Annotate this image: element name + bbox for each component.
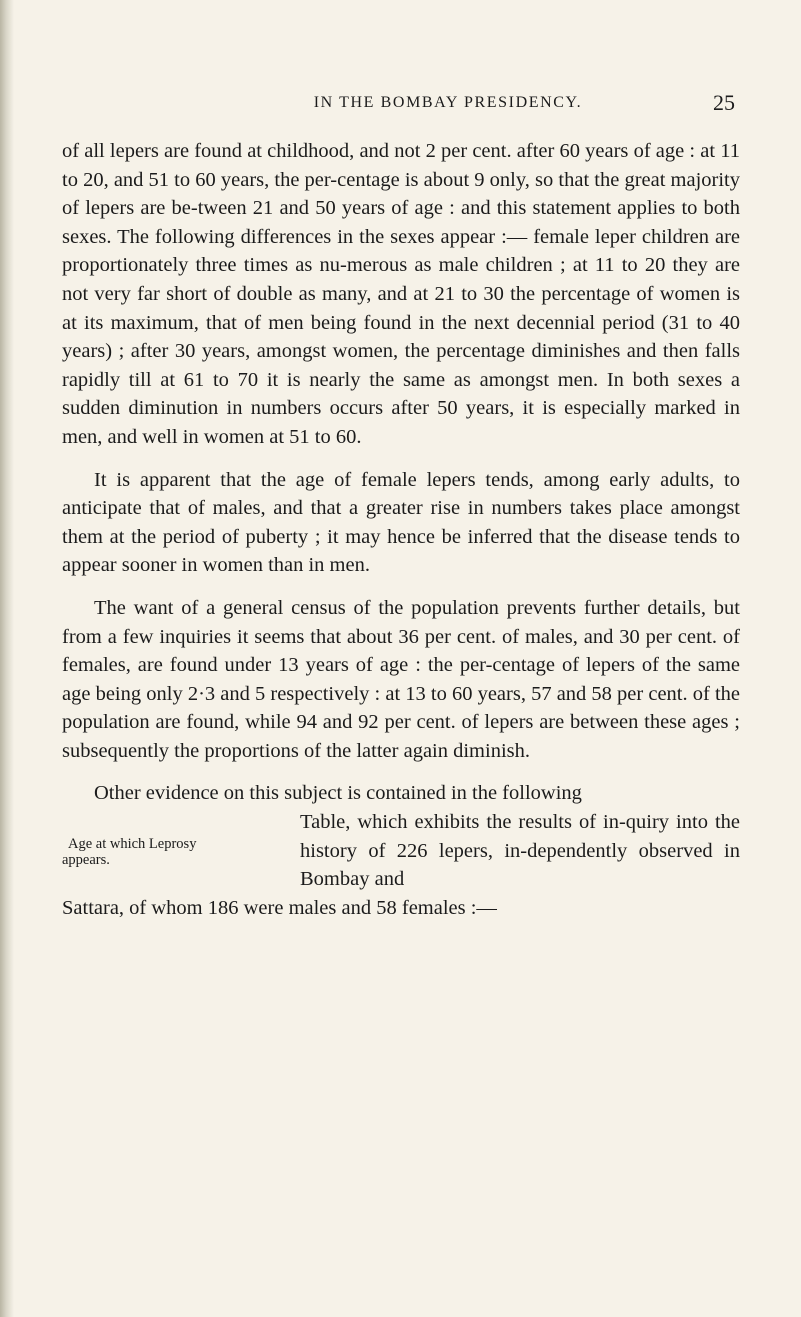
margin-note	[62, 836, 272, 868]
page-header	[0, 88, 801, 118]
page-number: 25	[713, 90, 735, 115]
margin-note-line-2: appears.	[62, 852, 110, 869]
other-evidence-first-line: Other evidence on this subject is contained in the following	[94, 782, 582, 805]
running-head: IN THE BOMBAY PRESIDENCY.	[313, 94, 583, 111]
other-evidence-continued: Table, which exhibits the results of in-quiry into the history of 226 lepers, in-dependently observed in Bombay and	[300, 811, 740, 891]
other-evidence-trailing: Sattara, of whom 186 were males and 58 females :—	[62, 896, 497, 919]
paragraph-continued: of all lepers are found at childhood, and not 2 per cent. after 60 years of age : at 11 to 20, and 51 to 60 years, the per-centage is about 9 only, so that the great majority of lepers are be-tween 21 and 50 years of age : and this statement applies to both sexes. The following differences in the sexes appear :— female leper children are proportionately three times as nu-merous as male children ; at 11 to 20 they are not very far short of double as many, and at 21 to 30 the percentage of women is at its maximum, that of men being found in the next decennial period (31 to 40 years) ; after 30 years, amongst women, the percentage diminishes and then falls rapidly till at 61 to 70 it is nearly the same as amongst men. In both sexes a sudden diminution in numbers occurs after 50 years, it is especially marked in men, and well in women at 51 to 60.	[62, 140, 740, 448]
paragraph-female-lepers: It is apparent that the age of female lepers tends, among early adults, to anticipate that of males, and that a greater rise in numbers takes place amongst them at the period of puberty ; it may hence be inferred that the disease tends to appear sooner in women than in men.	[62, 468, 740, 577]
page-binding-shadow	[0, 0, 14, 1317]
paragraph-census: The want of a general census of the population prevents further details, but from a few inquiries it seems that about 36 per cent. of males, and 30 per cent. of females, are found under 13 years of age : the per-centage of lepers of the same age being only 2·3 and 5 respectively : at 13 to 60 years, 57 and 58 per cent. of the population are found, while 94 and 92 per cent. of lepers are between these ages ; subsequently the proportions of the latter again diminish.	[62, 596, 741, 762]
body-text	[62, 137, 740, 922]
margin-note-line-1: Age at which Leprosy	[68, 836, 197, 853]
paragraph-other-evidence	[62, 779, 740, 922]
